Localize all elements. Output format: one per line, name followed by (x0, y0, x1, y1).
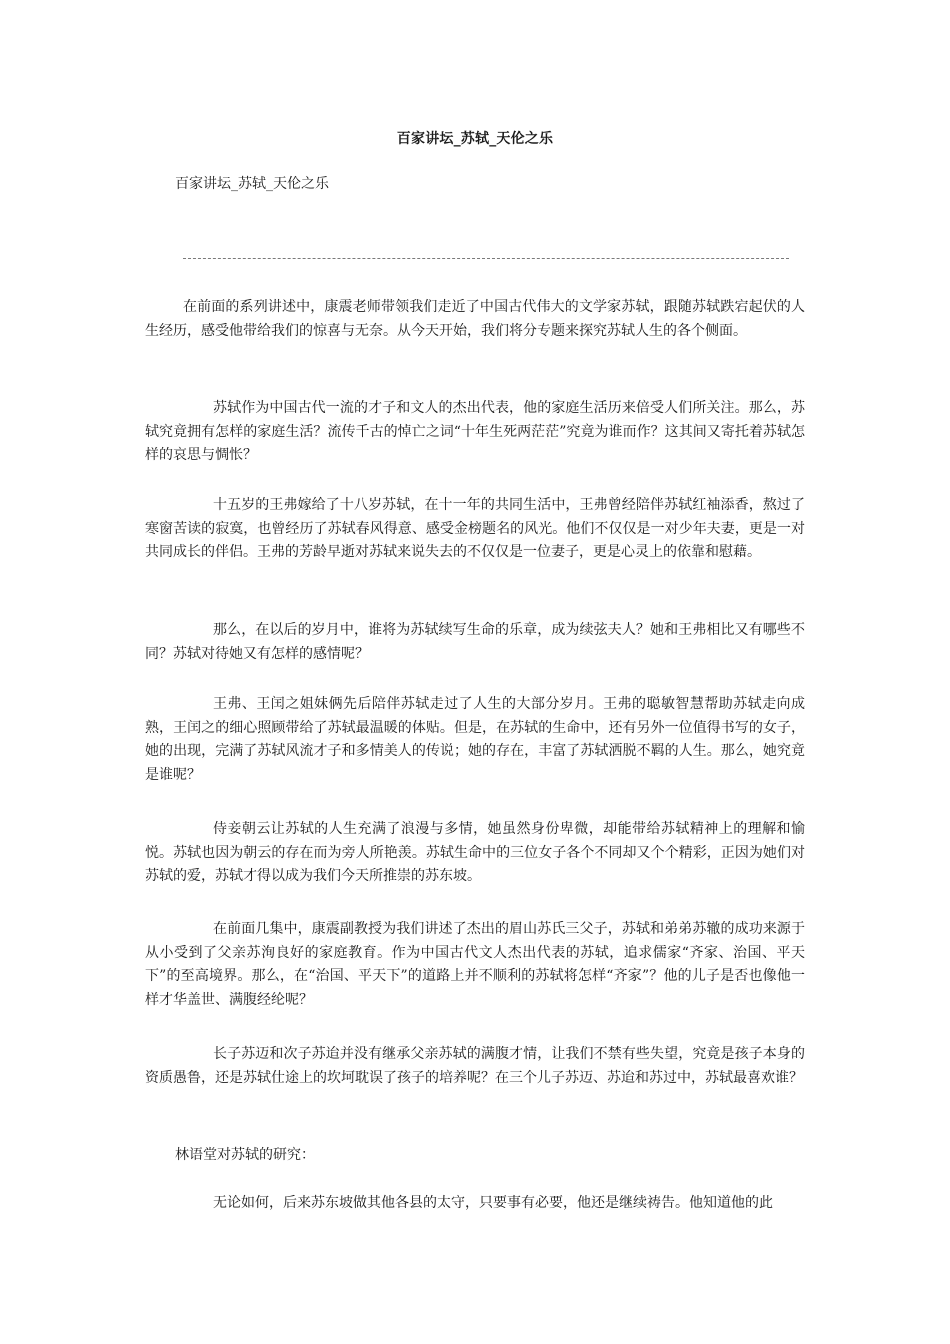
paragraph-wang-fu: 十五岁的王弗嫁给了十八岁苏轼，在十一年的共同生活中，王弗曾经陪伴苏轼红袖添香，熬过了寒窗苦读的寂寞，也曾经历了苏轼春风得意、感受金榜题名的风光。他们不仅仅是一对少年夫妻，更是一对共同成长的伴侣。王弗的芳龄早逝对苏轼来说失去的不仅仅是一位妻子，更是心灵上的依靠和慰藉。 (145, 497, 805, 560)
paragraph-wang-sisters: 王弗、王闰之姐妹俩先后陪伴苏轼走过了人生的大部分岁月。王弗的聪敏智慧帮助苏轼走向成熟，王闰之的细心照顾带给了苏轼最温暖的体贴。但是，在苏轼的生命中，还有另外一位值得书写的女子，她的出现，完满了苏轼风流才子和多情美人的传说；她的存在，丰富了苏轼洒脱不羁的人生。那么，她究竟是谁呢？ (145, 696, 805, 783)
paragraph-intro: 在前面的系列讲述中，康震老师带领我们走近了中国古代伟大的文学家苏轼，跟随苏轼跌宕起伏的人生经历，感受他带给我们的惊喜与无奈。从今天开始，我们将分专题来探究苏轼人生的各个侧面。 (145, 299, 805, 339)
document-title: 百家讲坛_苏轼_天伦之乐 (396, 131, 554, 147)
section-divider (183, 258, 789, 259)
paragraph-education: 在前面几集中，康震副教授为我们讲述了杰出的眉山苏氏三父子，苏轼和弟弟苏辙的成功来源于从小受到了父亲苏洵良好的家庭教育。作为中国古代文人杰出代表的苏轼，追求儒家“齐家、治国、平天下”的至高境界。那么，在“治国、平天下”的道路上并不顺利的苏轼将怎样“齐家”？他的儿子是否也像他一样才华盖世、满腹经纶呢？ (145, 921, 805, 1008)
paragraph-prayer: 无论如何，后来苏东坡做其他各县的太守，只要事有必要，他还是继续祷告。他知道他的此 (213, 1195, 773, 1211)
paragraph-lin-yutang-heading: 林语堂对苏轼的研究： (175, 1147, 315, 1163)
paragraph-family-life: 苏轼作为中国古代一流的才子和文人的杰出代表，他的家庭生活历来倍受人们所关注。那么，苏轼究竟拥有怎样的家庭生活？流传千古的悼亡之词“十年生死两茫茫”究竟为谁而作？这其间又寄托着苏轼怎样的哀思与惆怅？ (145, 400, 805, 463)
paragraph-chaoyun: 侍妾朝云让苏轼的人生充满了浪漫与多情，她虽然身份卑微，却能带给苏轼精神上的理解和愉悦。苏轼也因为朝云的存在而为旁人所艳羡。苏轼生命中的三位女子各个不同却又个个精彩，正因为她们对苏轼的爱，苏轼才得以成为我们今天所推崇的苏东坡。 (145, 821, 805, 884)
document-subtitle: 百家讲坛_苏轼_天伦之乐 (175, 176, 329, 192)
paragraph-second-wife: 那么，在以后的岁月中，谁将为苏轼续写生命的乐章，成为续弦夫人？她和王弗相比又有哪些不同？苏轼对待她又有怎样的感情呢？ (145, 622, 805, 662)
paragraph-sons: 长子苏迈和次子苏迨并没有继承父亲苏轼的满腹才情，让我们不禁有些失望，究竟是孩子本身的资质愚鲁，还是苏轼仕途上的坎坷耽误了孩子的培养呢？在三个儿子苏迈、苏迨和苏过中，苏轼最喜欢谁？ (145, 1046, 805, 1086)
